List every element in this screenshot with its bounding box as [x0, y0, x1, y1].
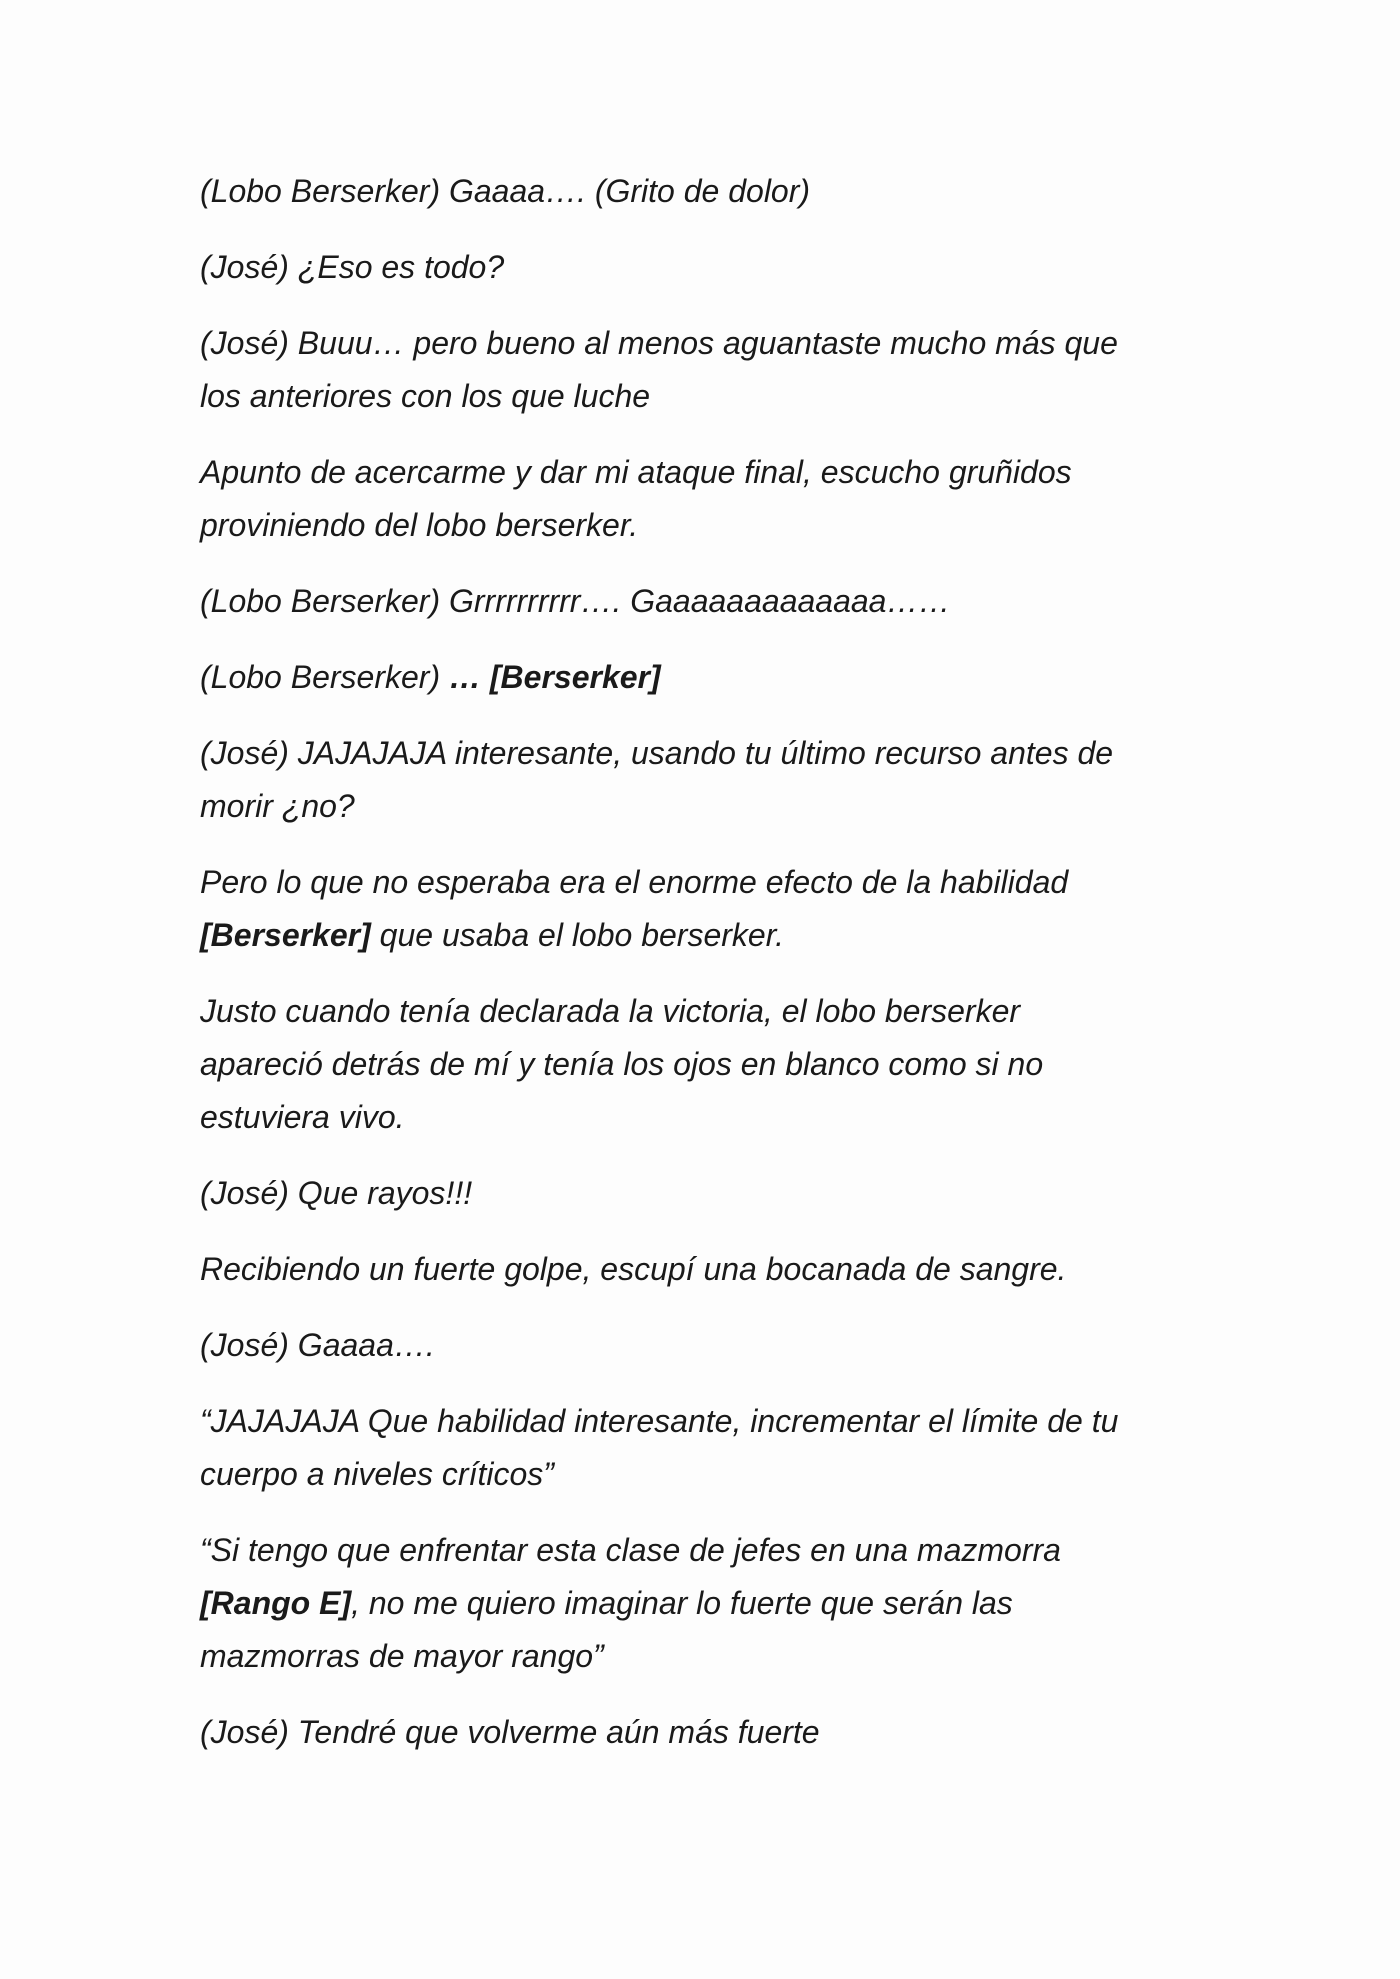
- paragraph: [200, 241, 1200, 294]
- paragraph: [200, 1524, 1200, 1683]
- text-run: (José) ¿Eso es todo?: [200, 249, 505, 285]
- paragraph: [200, 317, 1200, 423]
- paragraph: [200, 1706, 1200, 1759]
- bold-skill-name: [Berserker]: [200, 917, 371, 953]
- text-run: (Lobo Berserker): [200, 659, 449, 695]
- text-run: Pero lo que no esperaba era el enorme efecto de la habilidad: [200, 864, 1069, 900]
- paragraph: [200, 1319, 1200, 1372]
- text-run: que usaba el lobo berserker.: [370, 917, 785, 953]
- paragraph: [200, 1167, 1200, 1220]
- text-run: (José) Tendré que volverme aún más fuerte: [200, 1714, 820, 1750]
- paragraph: [200, 1243, 1200, 1296]
- paragraph: [200, 856, 1200, 962]
- text-run: (José) Que rayos!!!: [200, 1175, 473, 1211]
- text-run: (José) Gaaaa….: [200, 1327, 435, 1363]
- paragraph: [200, 165, 1200, 218]
- text-run: Justo cuando tenía declarada la victoria, el lobo berserker apareció detrás de mí y tenía los ojos en blanco como si no estuviera vivo.: [200, 993, 1044, 1135]
- text-run: (José) Buuu… pero bueno al menos aguantaste mucho más que los anteriores con los que luche: [200, 325, 1118, 414]
- text-run: Recibiendo un fuerte golpe, escupí una bocanada de sangre.: [200, 1251, 1067, 1287]
- text-run: (Lobo Berserker) Gaaaa…. (Grito de dolor): [200, 173, 811, 209]
- paragraph: [200, 575, 1200, 628]
- paragraph: [200, 1395, 1200, 1501]
- paragraph: [200, 727, 1200, 833]
- paragraph: [200, 651, 1200, 704]
- paragraph: [200, 446, 1200, 552]
- bold-skill-name: … [Berserker]: [448, 659, 661, 695]
- text-run: (José) JAJAJAJA interesante, usando tu último recurso antes de morir ¿no?: [200, 735, 1114, 824]
- text-run: Apunto de acercarme y dar mi ataque final, escucho gruñidos proviniendo del lobo berserker.: [200, 454, 1072, 543]
- text-run: (Lobo Berserker) Grrrrrrrrrr…. Gaaaaaaaaaaaaa……: [200, 583, 951, 619]
- text-run: “JAJAJAJA Que habilidad interesante, incrementar el límite de tu cuerpo a niveles críticos”: [200, 1403, 1119, 1492]
- paragraph: [200, 985, 1200, 1144]
- text-run: “Si tengo que enfrentar esta clase de jefes en una mazmorra: [200, 1532, 1061, 1568]
- text-run: , no me quiero imaginar lo fuerte que serán las mazmorras de mayor rango”: [200, 1585, 1013, 1674]
- bold-rank-label: [Rango E]: [200, 1585, 352, 1621]
- document-body: [200, 165, 1200, 1782]
